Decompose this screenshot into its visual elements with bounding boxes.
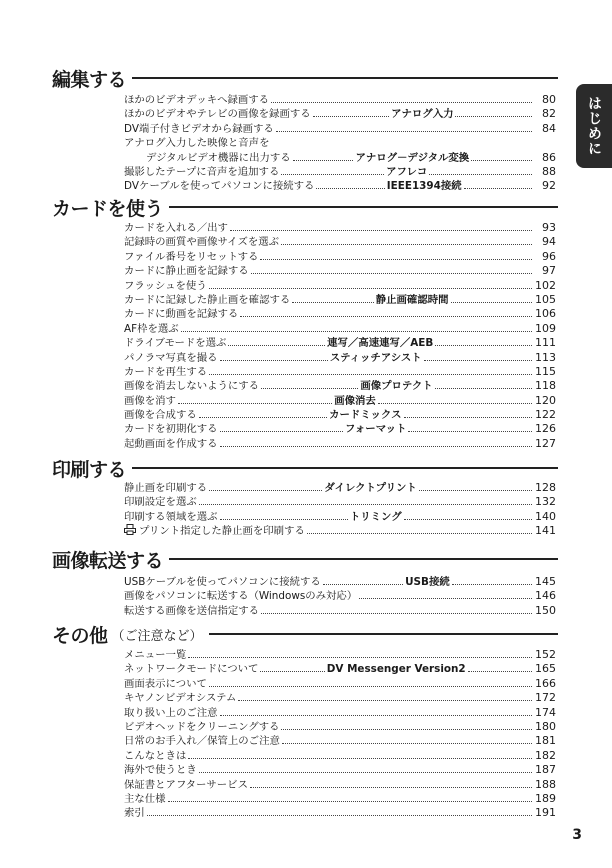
toc-entry[interactable]	[124, 151, 556, 165]
toc-entry-label	[124, 250, 258, 264]
toc-entry-page: 96	[542, 249, 556, 263]
toc-entry[interactable]	[124, 136, 556, 150]
toc-entry-text: DVケーブルを使ってパソコンに接続する	[124, 180, 315, 193]
toc-entry-text: パノラマ写真を撮る	[124, 351, 218, 364]
toc-entry[interactable]	[124, 250, 556, 264]
dot-leader	[313, 116, 390, 117]
dot-leader	[199, 772, 532, 773]
toc-entry-text: カードに動画を記録する	[124, 308, 239, 321]
dot-leader	[271, 102, 532, 103]
toc-entry-label	[124, 763, 197, 777]
toc-entry-text: 画像をパソコンに転送する（Windowsのみ対応）	[124, 590, 358, 603]
toc-entry-page: 115	[535, 364, 556, 378]
toc-entry-label	[124, 221, 228, 235]
toc-entry-page: 80	[542, 93, 556, 106]
dot-leader	[292, 302, 374, 303]
toc-entry-label	[124, 706, 218, 720]
toc-entry[interactable]	[124, 221, 556, 235]
dot-leader	[359, 598, 532, 599]
dot-leader	[464, 188, 532, 189]
toc-entry-label	[124, 408, 197, 422]
toc-entry[interactable]	[124, 677, 556, 691]
dot-leader	[220, 519, 348, 520]
toc-entry[interactable]	[124, 408, 556, 422]
toc-entry[interactable]	[124, 394, 556, 408]
toc-entry-text: キヤノンビデオシステム	[124, 692, 237, 705]
toc-entry-keyword: 画像消去	[334, 394, 376, 407]
toc-entry-page: 109	[535, 321, 556, 335]
toc-entry-text: 主な仕様	[124, 792, 166, 805]
toc-entry[interactable]	[124, 235, 556, 249]
toc-entry-keyword: ダイレクトプリント	[324, 482, 417, 494]
toc-entry-keyword: 静止画確認時間	[375, 293, 449, 306]
toc-entry-text: 索引	[124, 807, 145, 820]
toc-entry[interactable]	[124, 365, 556, 379]
section-heading-editing	[52, 66, 558, 90]
toc-entry[interactable]	[124, 279, 556, 293]
toc-entry-page: 146	[535, 589, 556, 603]
toc-entry-label	[124, 422, 218, 436]
toc-entry-label	[124, 107, 311, 121]
toc-entry-text: AF枠を選ぶ	[124, 322, 179, 335]
dot-leader	[276, 131, 532, 132]
dot-leader	[238, 700, 532, 701]
dot-leader	[404, 519, 532, 520]
toc-entry-page: 172	[535, 691, 556, 705]
toc-entry-label	[124, 677, 207, 691]
toc-entry-text: USBケーブルを使ってパソコンに接続する	[124, 576, 321, 588]
toc-entry-label	[124, 379, 259, 393]
toc-entry-label	[124, 495, 197, 509]
toc-entry-text: ほかのビデオデッキへ録画する	[124, 94, 270, 106]
toc-list-transfer	[124, 575, 556, 618]
toc-entry-text: カードを入れる／出す	[124, 222, 228, 234]
dot-leader	[209, 686, 532, 687]
toc-entry-text: 画像を消去しないようにする	[124, 380, 260, 393]
dot-leader	[230, 230, 532, 231]
toc-entry-label	[124, 307, 238, 321]
toc-entry-page: 105	[535, 292, 557, 306]
toc-entry-page: 113	[535, 350, 557, 364]
toc-entry-label	[124, 151, 291, 165]
dot-leader	[424, 360, 532, 361]
dot-leader	[378, 403, 532, 404]
section-rule	[132, 467, 558, 469]
toc-entry-label	[124, 720, 279, 734]
toc-entry-text: フラッシュを使う	[124, 279, 207, 292]
toc-entry-page: 102	[535, 278, 556, 292]
dot-leader	[260, 671, 324, 672]
toc-list-other	[124, 648, 556, 821]
toc-entry-page: 82	[542, 107, 556, 121]
toc-entry-label	[124, 524, 305, 538]
dot-leader	[250, 787, 532, 788]
dot-leader	[323, 584, 403, 585]
toc-entry-text: 画像を消す	[124, 394, 176, 407]
dot-leader	[261, 613, 532, 614]
toc-entry-text: アナログ入力した映像と音声を	[124, 137, 270, 150]
section-title: その他	[52, 624, 108, 647]
dot-leader	[408, 431, 532, 432]
toc-entry[interactable]	[124, 806, 556, 820]
toc-entry-text: 静止画を印刷する	[124, 482, 208, 494]
toc-entry[interactable]	[124, 648, 556, 662]
section-title: カードを使う	[52, 197, 164, 220]
toc-entry-page: 93	[542, 221, 556, 234]
toc-entry[interactable]	[124, 351, 556, 365]
toc-entry[interactable]	[124, 510, 556, 524]
toc-entry-label	[124, 165, 279, 179]
printer-icon	[124, 524, 136, 535]
section-rule	[209, 633, 558, 635]
dot-leader	[188, 758, 532, 759]
dot-leader	[471, 160, 532, 161]
toc-entry-page: 141	[535, 524, 556, 538]
toc-entry-text: 印刷設定を選ぶ	[124, 496, 197, 509]
toc-entry[interactable]	[124, 107, 556, 121]
dot-leader	[178, 403, 332, 404]
dot-leader	[451, 302, 533, 303]
dot-leader	[168, 801, 532, 802]
toc-entry-label	[124, 394, 176, 408]
toc-entry-keyword: 画像プロテクト	[360, 380, 433, 393]
toc-entry-label	[124, 122, 274, 136]
toc-entry-keyword: スティッチアシスト	[329, 351, 422, 364]
toc-list-print	[124, 481, 556, 539]
toc-entry-label	[124, 279, 207, 293]
dot-leader	[404, 417, 532, 418]
dot-leader	[251, 273, 532, 274]
dot-leader	[281, 244, 532, 245]
toc-entry[interactable]	[124, 322, 556, 336]
toc-entry-text: 記録時の画質や画像サイズを選ぶ	[124, 236, 280, 249]
toc-entry[interactable]	[124, 122, 556, 136]
dot-leader	[281, 729, 532, 730]
toc-list-card	[124, 221, 556, 451]
toc-entry[interactable]	[124, 792, 556, 806]
toc-entry-page: 140	[535, 509, 557, 523]
toc-entry[interactable]	[124, 524, 556, 538]
toc-entry-page: 88	[542, 164, 556, 178]
toc-entry-label	[124, 336, 226, 350]
toc-entry-label	[124, 589, 357, 603]
toc-entry-label	[124, 575, 321, 589]
toc-entry-text: 撮影したテープに音声を追加する	[124, 165, 280, 178]
dot-leader	[435, 345, 532, 346]
toc-list-editing	[124, 93, 556, 194]
toc-entry-text: カードに記録した静止画を確認する	[124, 293, 291, 306]
toc-entry-text: 画面表示について	[124, 677, 207, 690]
toc-entry-keyword: フォーマット	[345, 423, 407, 436]
toc-entry-label	[124, 136, 269, 150]
toc-entry-label	[124, 437, 218, 451]
dot-leader	[452, 584, 532, 585]
dot-leader	[419, 490, 532, 491]
toc-entry-keyword: アフレコ	[386, 165, 428, 178]
toc-entry-page: 120	[535, 393, 557, 407]
toc-entry-text: 日常のお手入れ／保管上のご注意	[124, 735, 280, 748]
toc-entry-label	[124, 792, 166, 806]
toc-entry-text: DV端子付きビデオから録画する	[124, 122, 274, 135]
toc-entry-page: 191	[535, 806, 556, 820]
toc-entry-label	[124, 806, 145, 820]
toc-entry-keyword: トリミング	[349, 510, 402, 523]
toc-entry[interactable]	[124, 495, 556, 509]
toc-entry-text: こんなときは	[124, 749, 187, 762]
dot-leader	[209, 374, 532, 375]
toc-entry-page: 152	[535, 648, 556, 661]
dot-leader	[181, 331, 532, 332]
toc-entry[interactable]	[124, 662, 556, 676]
dot-leader	[307, 533, 532, 534]
toc-entry[interactable]	[124, 293, 556, 307]
side-tab-introduction[interactable]: はじめに	[576, 84, 612, 168]
toc-entry[interactable]	[124, 778, 556, 792]
dot-leader	[260, 259, 532, 260]
section-title: 編集する	[52, 68, 127, 91]
toc-entry-page: 127	[535, 436, 556, 450]
dot-leader	[220, 715, 532, 716]
toc-entry-text: ほかのビデオやテレビの画像を録画する	[124, 108, 311, 121]
toc-entry-text: 印刷する領域を選ぶ	[124, 510, 218, 523]
section-heading-other	[52, 622, 558, 646]
toc-entry-page: 189	[535, 791, 556, 805]
toc-entry-page: 166	[535, 676, 556, 690]
dot-leader	[209, 490, 322, 491]
toc-entry-keyword: アナログ入力	[391, 108, 454, 121]
toc-entry-label	[124, 322, 179, 336]
section-title: 画像転送する	[52, 549, 164, 572]
toc-entry-page: 86	[542, 150, 556, 164]
toc-entry-keyword: アナログ－デジタル変換	[355, 151, 470, 164]
section-title: 印刷する	[52, 458, 127, 481]
toc-entry-label	[124, 749, 186, 763]
toc-entry-page: 106	[535, 307, 556, 321]
toc-entry-keyword: USB接続	[405, 576, 450, 588]
toc-entry[interactable]	[124, 706, 556, 720]
toc-entry-page: 94	[542, 235, 556, 249]
section-heading-print	[52, 456, 558, 480]
toc-entry-page: 122	[535, 408, 556, 422]
toc-entry[interactable]	[124, 749, 556, 763]
toc-entry-page: 126	[535, 422, 556, 436]
toc-entry-keyword: DV Messenger Version2	[326, 663, 466, 676]
section-rule	[132, 77, 558, 79]
section-rule	[169, 558, 558, 560]
toc-entry-text: 海外で使うとき	[124, 764, 197, 777]
toc-entry-keyword: カードミックス	[329, 409, 402, 422]
dot-leader	[147, 815, 532, 816]
toc-entry-text: 取り扱い上のご注意	[124, 706, 218, 719]
toc-entry[interactable]	[124, 691, 556, 705]
toc-entry-page: 92	[542, 179, 557, 193]
toc-entry-label	[124, 351, 218, 365]
toc-entry[interactable]	[124, 481, 556, 495]
toc-entry-label	[124, 604, 259, 618]
toc-entry-text: カードを再生する	[124, 365, 208, 378]
toc-entry-label	[124, 93, 269, 107]
toc-entry-text: プリント指定した静止画を印刷する	[139, 525, 305, 538]
toc-entry-keyword: 連写／高速連写／AEB	[327, 337, 434, 350]
toc-entry[interactable]	[124, 437, 556, 451]
toc-entry-text: ドライブモードを選ぶ	[124, 337, 227, 350]
toc-entry-page: 174	[535, 705, 556, 719]
toc-entry-text: ネットワークモードについて	[124, 663, 259, 676]
toc-entry-page: 181	[535, 734, 556, 748]
toc-entry-text: 転送する画像を送信指定する	[124, 604, 260, 617]
section-rule	[169, 206, 558, 208]
dot-leader	[282, 743, 532, 744]
toc-entry-text: メニュー一覧	[124, 649, 187, 661]
toc-entry[interactable]	[124, 379, 556, 393]
page-number: 3	[572, 827, 582, 843]
dot-leader	[188, 657, 532, 658]
toc-entry[interactable]	[124, 165, 556, 179]
toc-entry-page: 187	[535, 763, 556, 777]
toc-entry-page: 118	[535, 379, 556, 393]
section-heading-transfer	[52, 547, 558, 571]
toc-entry-label	[124, 648, 186, 662]
toc-entry-text: 起動画面を作成する	[124, 437, 218, 450]
dot-leader	[199, 504, 532, 505]
toc-entry[interactable]	[124, 336, 556, 350]
section-heading-card	[52, 195, 558, 219]
dot-leader	[240, 316, 532, 317]
dot-leader	[199, 417, 327, 418]
dot-leader	[468, 671, 532, 672]
toc-entry-page: 145	[535, 575, 557, 588]
toc-entry-label	[124, 510, 218, 524]
toc-entry[interactable]	[124, 720, 556, 734]
toc-entry-page: 128	[535, 481, 556, 494]
toc-entry[interactable]	[124, 604, 556, 618]
toc-entry[interactable]	[124, 179, 556, 193]
toc-entry-page: 111	[535, 336, 557, 350]
toc-entry-label	[124, 778, 248, 792]
toc-entry-page: 150	[535, 603, 556, 617]
toc-entry-label	[124, 734, 280, 748]
toc-entry-label	[124, 179, 314, 193]
dot-leader	[228, 345, 325, 346]
dot-leader	[281, 174, 384, 175]
toc-entry[interactable]	[124, 264, 556, 278]
dot-leader	[261, 388, 358, 389]
toc-entry[interactable]	[124, 575, 556, 589]
toc-entry-label	[124, 691, 236, 705]
toc-entry-text: デジタルビデオ機器に出力する	[146, 151, 291, 164]
toc-entry-page: 97	[542, 264, 556, 278]
toc-entry-page: 180	[535, 719, 556, 733]
toc-entry-text: カードに静止画を記録する	[124, 265, 249, 278]
toc-entry-page: 132	[535, 495, 556, 509]
toc-entry[interactable]	[124, 422, 556, 436]
toc-entry-page: 84	[542, 121, 556, 135]
toc-entry-page: 182	[535, 748, 556, 762]
dot-leader	[220, 431, 344, 432]
toc-entry[interactable]	[124, 763, 556, 777]
toc-entry-text: カードを初期化する	[124, 423, 218, 436]
dot-leader	[293, 160, 354, 161]
toc-entry[interactable]	[124, 93, 556, 107]
dot-leader	[220, 360, 328, 361]
toc-entry[interactable]	[124, 589, 556, 603]
toc-entry-label	[124, 662, 258, 676]
toc-entry-label	[124, 365, 207, 379]
toc-entry-page: 188	[535, 777, 556, 791]
toc-entry-label	[124, 264, 249, 278]
toc-entry-label	[124, 293, 290, 307]
dot-leader	[429, 174, 532, 175]
toc-entry[interactable]	[124, 734, 556, 748]
toc-entry-label	[124, 481, 207, 495]
dot-leader	[316, 188, 384, 189]
toc-entry-page: 165	[535, 662, 557, 676]
toc-entry-label	[124, 235, 279, 249]
toc-entry-text: ビデオヘッドをクリーニングする	[124, 720, 280, 733]
dot-leader	[209, 288, 532, 289]
toc-entry-keyword: IEEE1394接続	[386, 180, 462, 193]
section-subtitle: （ご注意など）	[111, 628, 203, 644]
dot-leader	[435, 388, 532, 389]
toc-entry[interactable]	[124, 307, 556, 321]
dot-leader	[220, 446, 532, 447]
toc-entry-text: ファイル番号をリセットする	[124, 250, 259, 263]
toc-entry-text: 画像を合成する	[124, 409, 197, 422]
toc-entry-text: 保証書とアフターサービス	[124, 778, 248, 791]
dot-leader	[455, 116, 532, 117]
